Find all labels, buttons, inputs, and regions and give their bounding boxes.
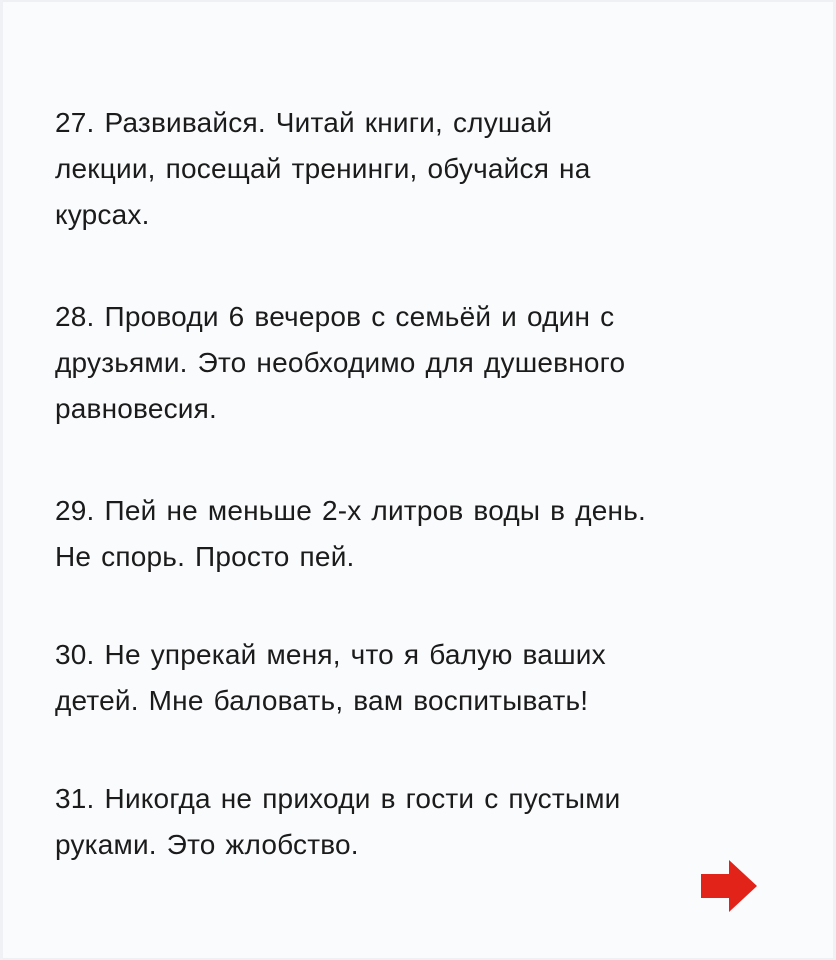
list-item-line: равновесия.: [55, 393, 217, 424]
list-item-line: друзьями. Это необходимо для душевного: [55, 347, 626, 378]
list-item-number: 29.: [55, 495, 95, 526]
list-item-line: Не спорь. Просто пей.: [55, 541, 355, 572]
list-item-line: 30. Не упрекай меня, что я балую ваших: [55, 639, 606, 670]
list-item-number: 27.: [55, 107, 95, 138]
top-divider: [3, 0, 833, 2]
arrow-right-icon[interactable]: [699, 856, 759, 916]
list-item-29: [55, 488, 795, 580]
list-item-number: 31.: [55, 783, 95, 814]
list-item-line: 29. Пей не меньше 2-х литров воды в день.: [55, 495, 646, 526]
list-item-line: руками. Это жлобство.: [55, 829, 359, 860]
list-item-line: 28. Проводи 6 вечеров с семьёй и один с: [55, 301, 615, 332]
list-item-number: 28.: [55, 301, 95, 332]
list-item-number: 30.: [55, 639, 95, 670]
list-item-31: [55, 776, 795, 868]
list-item-27: [55, 100, 795, 238]
list-item-28: [55, 294, 795, 432]
list-item-30: [55, 632, 795, 724]
list-item-line: курсах.: [55, 199, 150, 230]
list-item-line: 27. Развивайся. Читай книги, слушай: [55, 107, 553, 138]
list-item-line: 31. Никогда не приходи в гости с пустыми: [55, 783, 621, 814]
list-item-line: детей. Мне баловать, вам воспитывать!: [55, 685, 589, 716]
list-item-line: лекции, посещай тренинги, обучайся на: [55, 153, 591, 184]
